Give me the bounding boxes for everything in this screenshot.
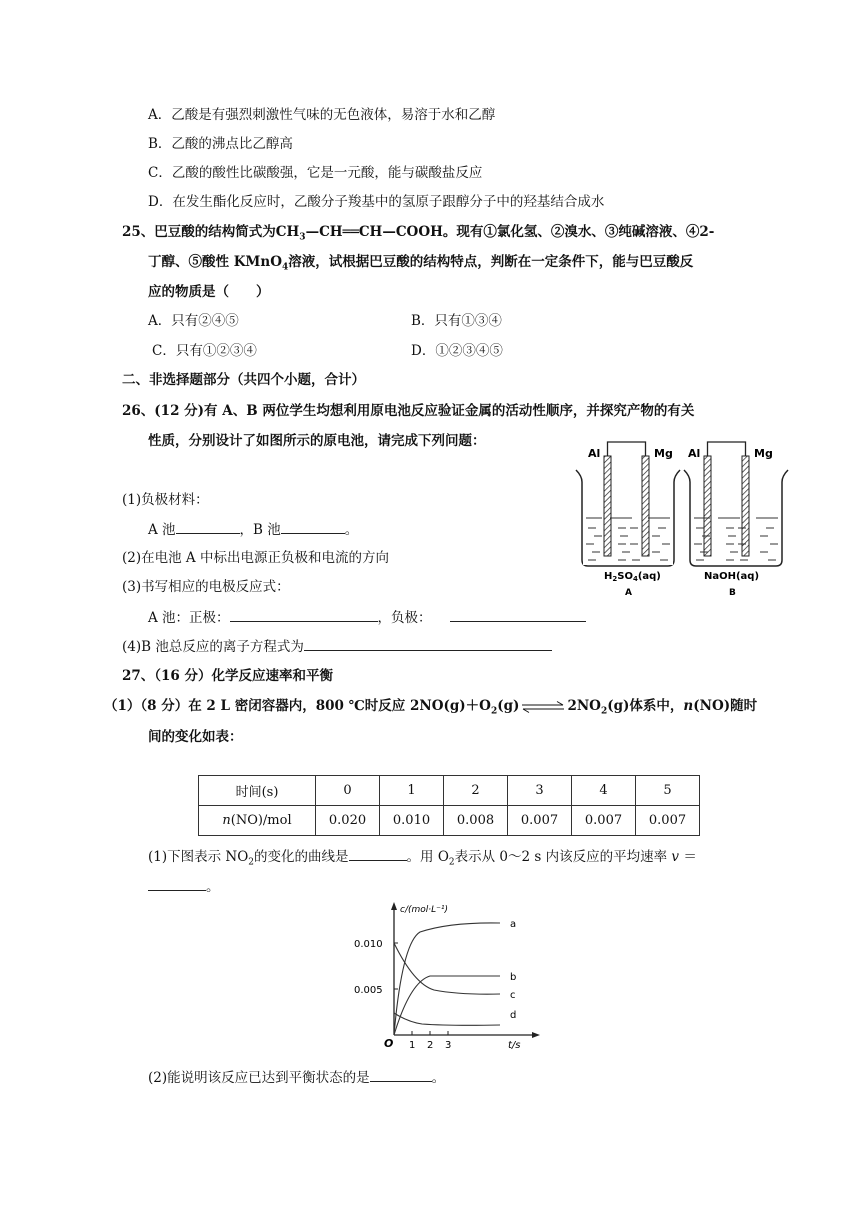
table-header-n: n(NO)/mol <box>199 806 316 836</box>
q25-line2-pre: 丁醇、⑤酸性 KMnO <box>148 254 282 270</box>
cell-b-right-electrode: Mg <box>754 447 773 460</box>
q27-sub2-text: (2)能说明该反应已达到平衡状态的是 <box>148 1070 370 1086</box>
table-cell: 0.020 <box>316 806 380 836</box>
q26-part1: (1)负极材料： <box>122 492 209 508</box>
curve-a <box>394 923 500 1035</box>
cell-a-right-electrode: Mg <box>654 447 673 460</box>
q27-curve-blank[interactable] <box>349 846 407 861</box>
table-cell: 0.007 <box>636 806 700 836</box>
q27-line1-post: (g)体系中， <box>607 698 684 714</box>
q24-option-d: D．在发生酯化反应时，乙酸分子羧基中的氢原子跟醇分子中的羟基结合成水 <box>148 194 605 210</box>
q26-part4-blank[interactable] <box>304 636 552 651</box>
q26-pool-b-blank[interactable] <box>281 519 345 534</box>
equilibrium-arrow-icon <box>521 701 565 713</box>
q25-option-c: C．只有①②③④ <box>152 343 257 359</box>
q25-line2-post: 溶液，试根据巴豆酸的结构特点，判断在一定条件下，能与巴豆酸反 <box>288 254 694 270</box>
curve-label-d: d <box>510 1010 517 1021</box>
table-cell: 2 <box>444 776 508 806</box>
q27-sub1-v: v <box>671 849 680 865</box>
q27-sub1-line1 <box>148 846 697 867</box>
q26-positive-blank[interactable] <box>230 607 378 622</box>
table-row <box>199 806 700 836</box>
q27-line1-pre: （1）（8 分）在 2 L 密闭容器内，800 ℃时反应 2NO(g)＋O <box>104 698 491 714</box>
table-cell: 0.010 <box>380 806 444 836</box>
q26-pool-a-label: A 池 <box>148 522 176 538</box>
graph-xtick-1: 1 <box>409 1040 416 1051</box>
q26-pool-a-blank[interactable] <box>176 519 240 534</box>
q25-line2 <box>148 252 693 272</box>
q25-option-d: D．①②③④⑤ <box>411 343 503 359</box>
q26-line1: 26、(12 分)有 A、B 两位学生均想利用原电池反应验证金属的活动性顺序，并探究产物的有关 <box>122 403 695 419</box>
table-row <box>199 776 700 806</box>
curve-c <box>394 943 500 994</box>
q25-line1 <box>122 222 714 242</box>
graph-ytick-0005: 0.005 <box>354 985 383 996</box>
q26-line2: 性质，分别设计了如图所示的原电池，请完成下列问题： <box>148 433 486 449</box>
cell-b <box>684 442 788 598</box>
q27-sub1-line2 <box>148 876 220 897</box>
table-header-time: 时间(s) <box>199 776 316 806</box>
q26-part4 <box>122 636 552 657</box>
q27-line2: 间的变化如表： <box>148 729 243 745</box>
q26-positive-label: A 池：正极： <box>148 610 230 626</box>
q27-sub1-end: 。 <box>206 879 220 895</box>
q27-equilibrium-blank[interactable] <box>370 1067 432 1082</box>
q27-sub1-sub: 2 <box>248 857 255 868</box>
cell-b-label: B <box>729 588 736 598</box>
q25-line1-mid: —CH══CH—COOH。现有①氯化氢、②溴水、③纯碱溶液、④2- <box>305 224 715 240</box>
cell-b-solution: NaOH(aq) <box>704 571 760 582</box>
q27-line1-sub2: 2 <box>600 706 608 717</box>
q27-sub2-end: 。 <box>431 1070 446 1086</box>
curve-d <box>394 1013 500 1025</box>
table-cell: 0 <box>316 776 380 806</box>
q26-part1-end: 。 <box>344 522 359 538</box>
graph-xtick-2: 2 <box>427 1040 434 1051</box>
q25-option-a: A．只有②④⑤ <box>148 313 239 329</box>
cell-b-left-electrode: Al <box>688 447 701 460</box>
q27-sub1-mid: 的变化的曲线是 <box>254 849 349 865</box>
q26-negative-blank[interactable] <box>450 607 586 622</box>
q25-line2-sub: 4 <box>281 262 289 273</box>
galvanic-cells-figure <box>572 438 792 600</box>
q25-line1-pre: 25、巴豆酸的结构简式为CH <box>122 224 300 240</box>
q26-part1-answers <box>148 519 358 540</box>
q26-part3-answers <box>148 607 586 628</box>
q24-option-a: A．乙酸是有强烈刺激性气味的无色液体，易溶于水和乙醇 <box>148 107 496 123</box>
curve-label-c: c <box>510 990 516 1001</box>
table-cell: 5 <box>636 776 700 806</box>
q25-line3: 应的物质是（ ） <box>148 284 270 300</box>
no-data-table <box>198 775 700 836</box>
cell-a <box>576 442 680 598</box>
graph-xtick-3: 3 <box>445 1040 452 1051</box>
curve-label-b: b <box>510 972 517 983</box>
cell-a-solution: $H_2SO_4(aq)$ <box>604 571 661 583</box>
q27-rate-blank[interactable] <box>148 876 206 891</box>
q26-part3: (3)书写相应的电极反应式： <box>122 579 290 595</box>
curve-b <box>394 976 500 1035</box>
q27-sub2 <box>148 1067 445 1088</box>
q24-option-c: C．乙酸的酸性比碳酸强，它是一元酸，能与碳酸盐反应 <box>148 165 483 181</box>
table-cell: 0.007 <box>572 806 636 836</box>
graph-xlabel: t/s <box>508 1040 521 1051</box>
q27-sub1-pre: (1)下图表示 NO <box>148 849 249 865</box>
graph-ylabel: c/(mol·L⁻¹) <box>400 905 449 915</box>
q27-sub1-sub2: 2 <box>448 857 455 868</box>
table-cell: 0.007 <box>508 806 572 836</box>
q27-line1 <box>104 696 757 716</box>
q27-title: 27、（16 分）化学反应速率和平衡 <box>122 668 334 684</box>
q25-option-b: B．只有①③④ <box>411 313 502 329</box>
table-cell: 0.008 <box>444 806 508 836</box>
q27-sub1-mid2: 。用 O <box>406 849 449 865</box>
q26-part2: (2)在电池 A 中标出电源正负极和电流的方向 <box>122 550 389 566</box>
q26-pool-b-label: ，B 池 <box>239 522 281 538</box>
q27-sub1-eq: ＝ <box>679 849 697 865</box>
curve-label-a: a <box>510 919 517 930</box>
q27-line1-end: (NO)随时 <box>693 698 758 714</box>
table-cell: 4 <box>572 776 636 806</box>
cell-a-label: A <box>625 588 632 598</box>
concentration-time-graph <box>350 898 546 1054</box>
q27-line1-n: n <box>683 698 694 714</box>
q26-negative-label: ，负极： <box>377 610 432 626</box>
q27-line1-mid: (g) <box>497 698 520 714</box>
table-cell: 3 <box>508 776 572 806</box>
graph-ytick-0010: 0.010 <box>354 939 383 950</box>
graph-origin: O <box>384 1037 394 1050</box>
q27-line1-no2: 2NO <box>567 698 601 714</box>
q24-option-b: B．乙酸的沸点比乙醇高 <box>148 136 293 152</box>
cell-a-left-electrode: Al <box>588 447 601 460</box>
section-heading: 二、非选择题部分（共四个小题，合计） <box>122 372 365 388</box>
q27-sub1-post: 表示从 0～2 s 内该反应的平均速率 <box>454 849 672 865</box>
q25-line1-sub: 3 <box>299 232 306 243</box>
table-cell: 1 <box>380 776 444 806</box>
q27-line1-sub1: 2 <box>490 706 498 717</box>
q26-part4-text: (4)B 池总反应的离子方程式为 <box>122 639 304 655</box>
